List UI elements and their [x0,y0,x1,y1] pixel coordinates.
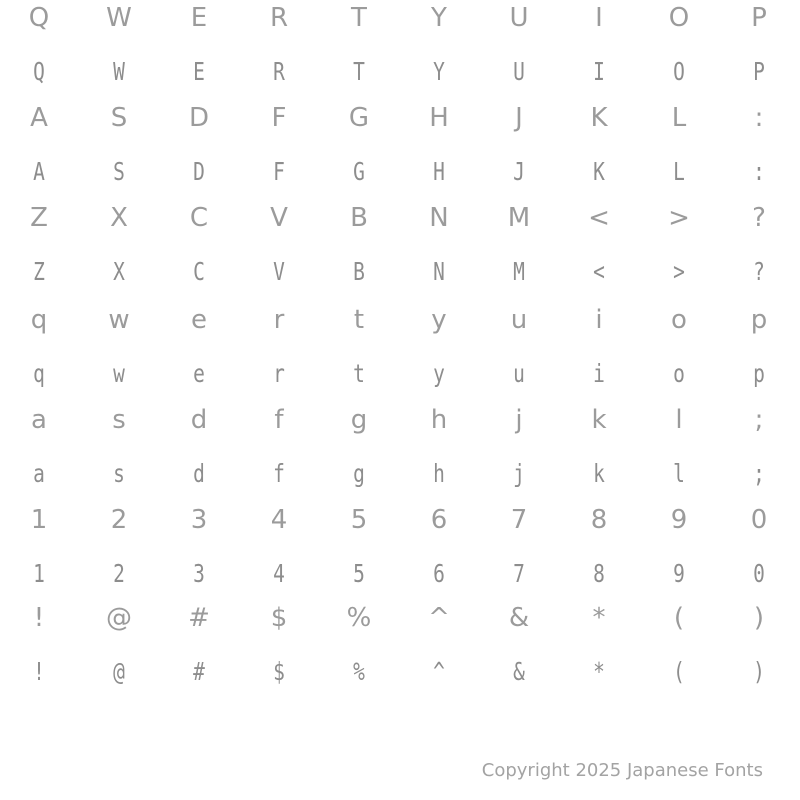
reference-char: K [590,103,608,133]
font-glyph: J [513,157,525,186]
reference-char: B [350,203,368,233]
reference-char: h [430,405,448,435]
font-glyph: W [113,57,125,86]
reference-char: t [353,305,365,335]
reference-char: ? [752,203,766,233]
reference-char: f [274,405,284,435]
font-glyph: a [33,459,45,488]
reference-char: ; [754,405,764,435]
font-glyph: S [113,157,125,186]
font-glyph: d [193,459,205,488]
font-glyph: ^ [433,657,445,686]
font-glyph: 7 [513,559,525,588]
reference-char: & [508,603,530,633]
reference-char: E [190,3,208,33]
font-glyph: M [513,257,525,286]
reference-char: j [515,405,523,435]
reference-char: 4 [270,505,288,535]
reference-char: % [346,603,372,633]
reference-char: r [273,305,285,335]
reference-char: 8 [590,505,608,535]
reference-char: i [595,305,603,335]
font-glyph: X [113,257,125,286]
font-glyph: r [273,359,285,388]
font-glyph: g [353,459,365,488]
font-glyph: 6 [433,559,445,588]
reference-char: D [188,103,210,133]
font-glyph: Y [433,57,445,86]
font-glyph: ! [33,657,45,686]
reference-char: F [271,103,287,133]
reference-char: ^ [428,603,450,633]
reference-char: M [507,203,531,233]
reference-char: y [431,305,447,335]
font-glyph: U [513,57,525,86]
font-glyph: > [673,257,685,286]
reference-char: * [592,603,606,633]
reference-char: @ [106,603,132,633]
reference-char: X [110,203,128,233]
font-glyph: H [433,157,445,186]
reference-char: w [108,305,130,335]
reference-char: O [668,3,690,33]
reference-char: g [350,405,368,435]
font-glyph: ) [753,657,765,686]
font-glyph: P [753,57,765,86]
font-glyph: s [113,459,125,488]
reference-char: ) [753,603,765,633]
reference-char: H [429,103,449,133]
reference-char: 9 [670,505,688,535]
reference-char: S [110,103,128,133]
font-glyph: 8 [593,559,605,588]
font-glyph: 3 [193,559,205,588]
reference-char: > [668,203,690,233]
font-glyph: w [113,359,125,388]
reference-char: Q [28,3,50,33]
reference-char: # [188,603,210,633]
font-glyph: B [353,257,365,286]
reference-char: p [750,305,768,335]
font-glyph: L [673,157,685,186]
reference-char: s [112,405,126,435]
font-glyph: e [193,359,205,388]
reference-char: 2 [110,505,128,535]
font-glyph: y [433,359,445,388]
font-glyph: T [353,57,365,86]
reference-char: T [351,3,367,33]
font-glyph: Z [33,257,45,286]
font-glyph: o [673,359,685,388]
reference-char: 1 [30,505,48,535]
font-glyph: 5 [353,559,365,588]
copyright-text: Copyright 2025 Japanese Fonts [481,760,763,781]
reference-char: k [591,405,607,435]
reference-char: I [595,3,603,33]
reference-char: A [30,103,48,133]
font-glyph: Q [33,57,45,86]
font-glyph: q [33,359,45,388]
font-glyph: R [273,57,285,86]
reference-char: o [671,305,687,335]
font-glyph: E [193,57,205,86]
font-glyph: : [753,157,765,186]
font-glyph: A [33,157,45,186]
reference-char: U [509,3,529,33]
reference-char: 5 [350,505,368,535]
reference-char: < [588,203,610,233]
font-glyph: 0 [753,559,765,588]
reference-char: G [348,103,370,133]
font-glyph: h [433,459,445,488]
font-glyph: % [353,657,365,686]
reference-char: W [106,3,132,33]
font-glyph: F [273,157,285,186]
font-glyph: 1 [33,559,45,588]
font-glyph: u [513,359,525,388]
font-glyph: & [513,657,525,686]
font-glyph: t [353,359,365,388]
font-glyph: k [593,459,605,488]
reference-char: P [751,3,767,33]
reference-char: d [190,405,208,435]
font-glyph: @ [113,657,125,686]
reference-char: 0 [750,505,768,535]
reference-char: 6 [430,505,448,535]
font-glyph: 2 [113,559,125,588]
font-glyph: ( [673,657,685,686]
font-glyph: D [193,157,205,186]
reference-char: L [671,103,687,133]
reference-char: N [429,203,449,233]
reference-char: $ [270,603,288,633]
font-glyph: # [193,657,205,686]
reference-char: Z [30,203,48,233]
font-glyph: G [353,157,365,186]
reference-char: : [754,103,764,133]
reference-char: 7 [510,505,528,535]
reference-char: e [191,305,207,335]
reference-char: u [510,305,528,335]
reference-char: ( [673,603,685,633]
reference-char: Y [431,3,447,33]
font-glyph: f [273,459,285,488]
font-glyph: l [673,459,685,488]
font-glyph: i [593,359,605,388]
font-glyph: $ [273,657,285,686]
font-glyph: * [593,657,605,686]
reference-char: q [30,305,48,335]
font-glyph: O [673,57,685,86]
font-glyph: ; [753,459,765,488]
reference-char: R [269,3,289,33]
reference-char: ! [33,603,45,633]
reference-char: C [189,203,209,233]
reference-char: l [675,405,683,435]
reference-char: V [270,203,288,233]
font-glyph: 4 [273,559,285,588]
font-glyph: K [593,157,605,186]
font-glyph: < [593,257,605,286]
font-glyph: I [593,57,605,86]
reference-char: J [515,103,523,133]
font-glyph: j [513,459,525,488]
font-glyph: p [753,359,765,388]
font-glyph: C [193,257,205,286]
reference-char: a [31,405,47,435]
font-glyph: V [273,257,285,286]
font-glyph: 9 [673,559,685,588]
font-glyph: ? [753,257,765,286]
font-glyph: N [433,257,445,286]
reference-char: 3 [190,505,208,535]
